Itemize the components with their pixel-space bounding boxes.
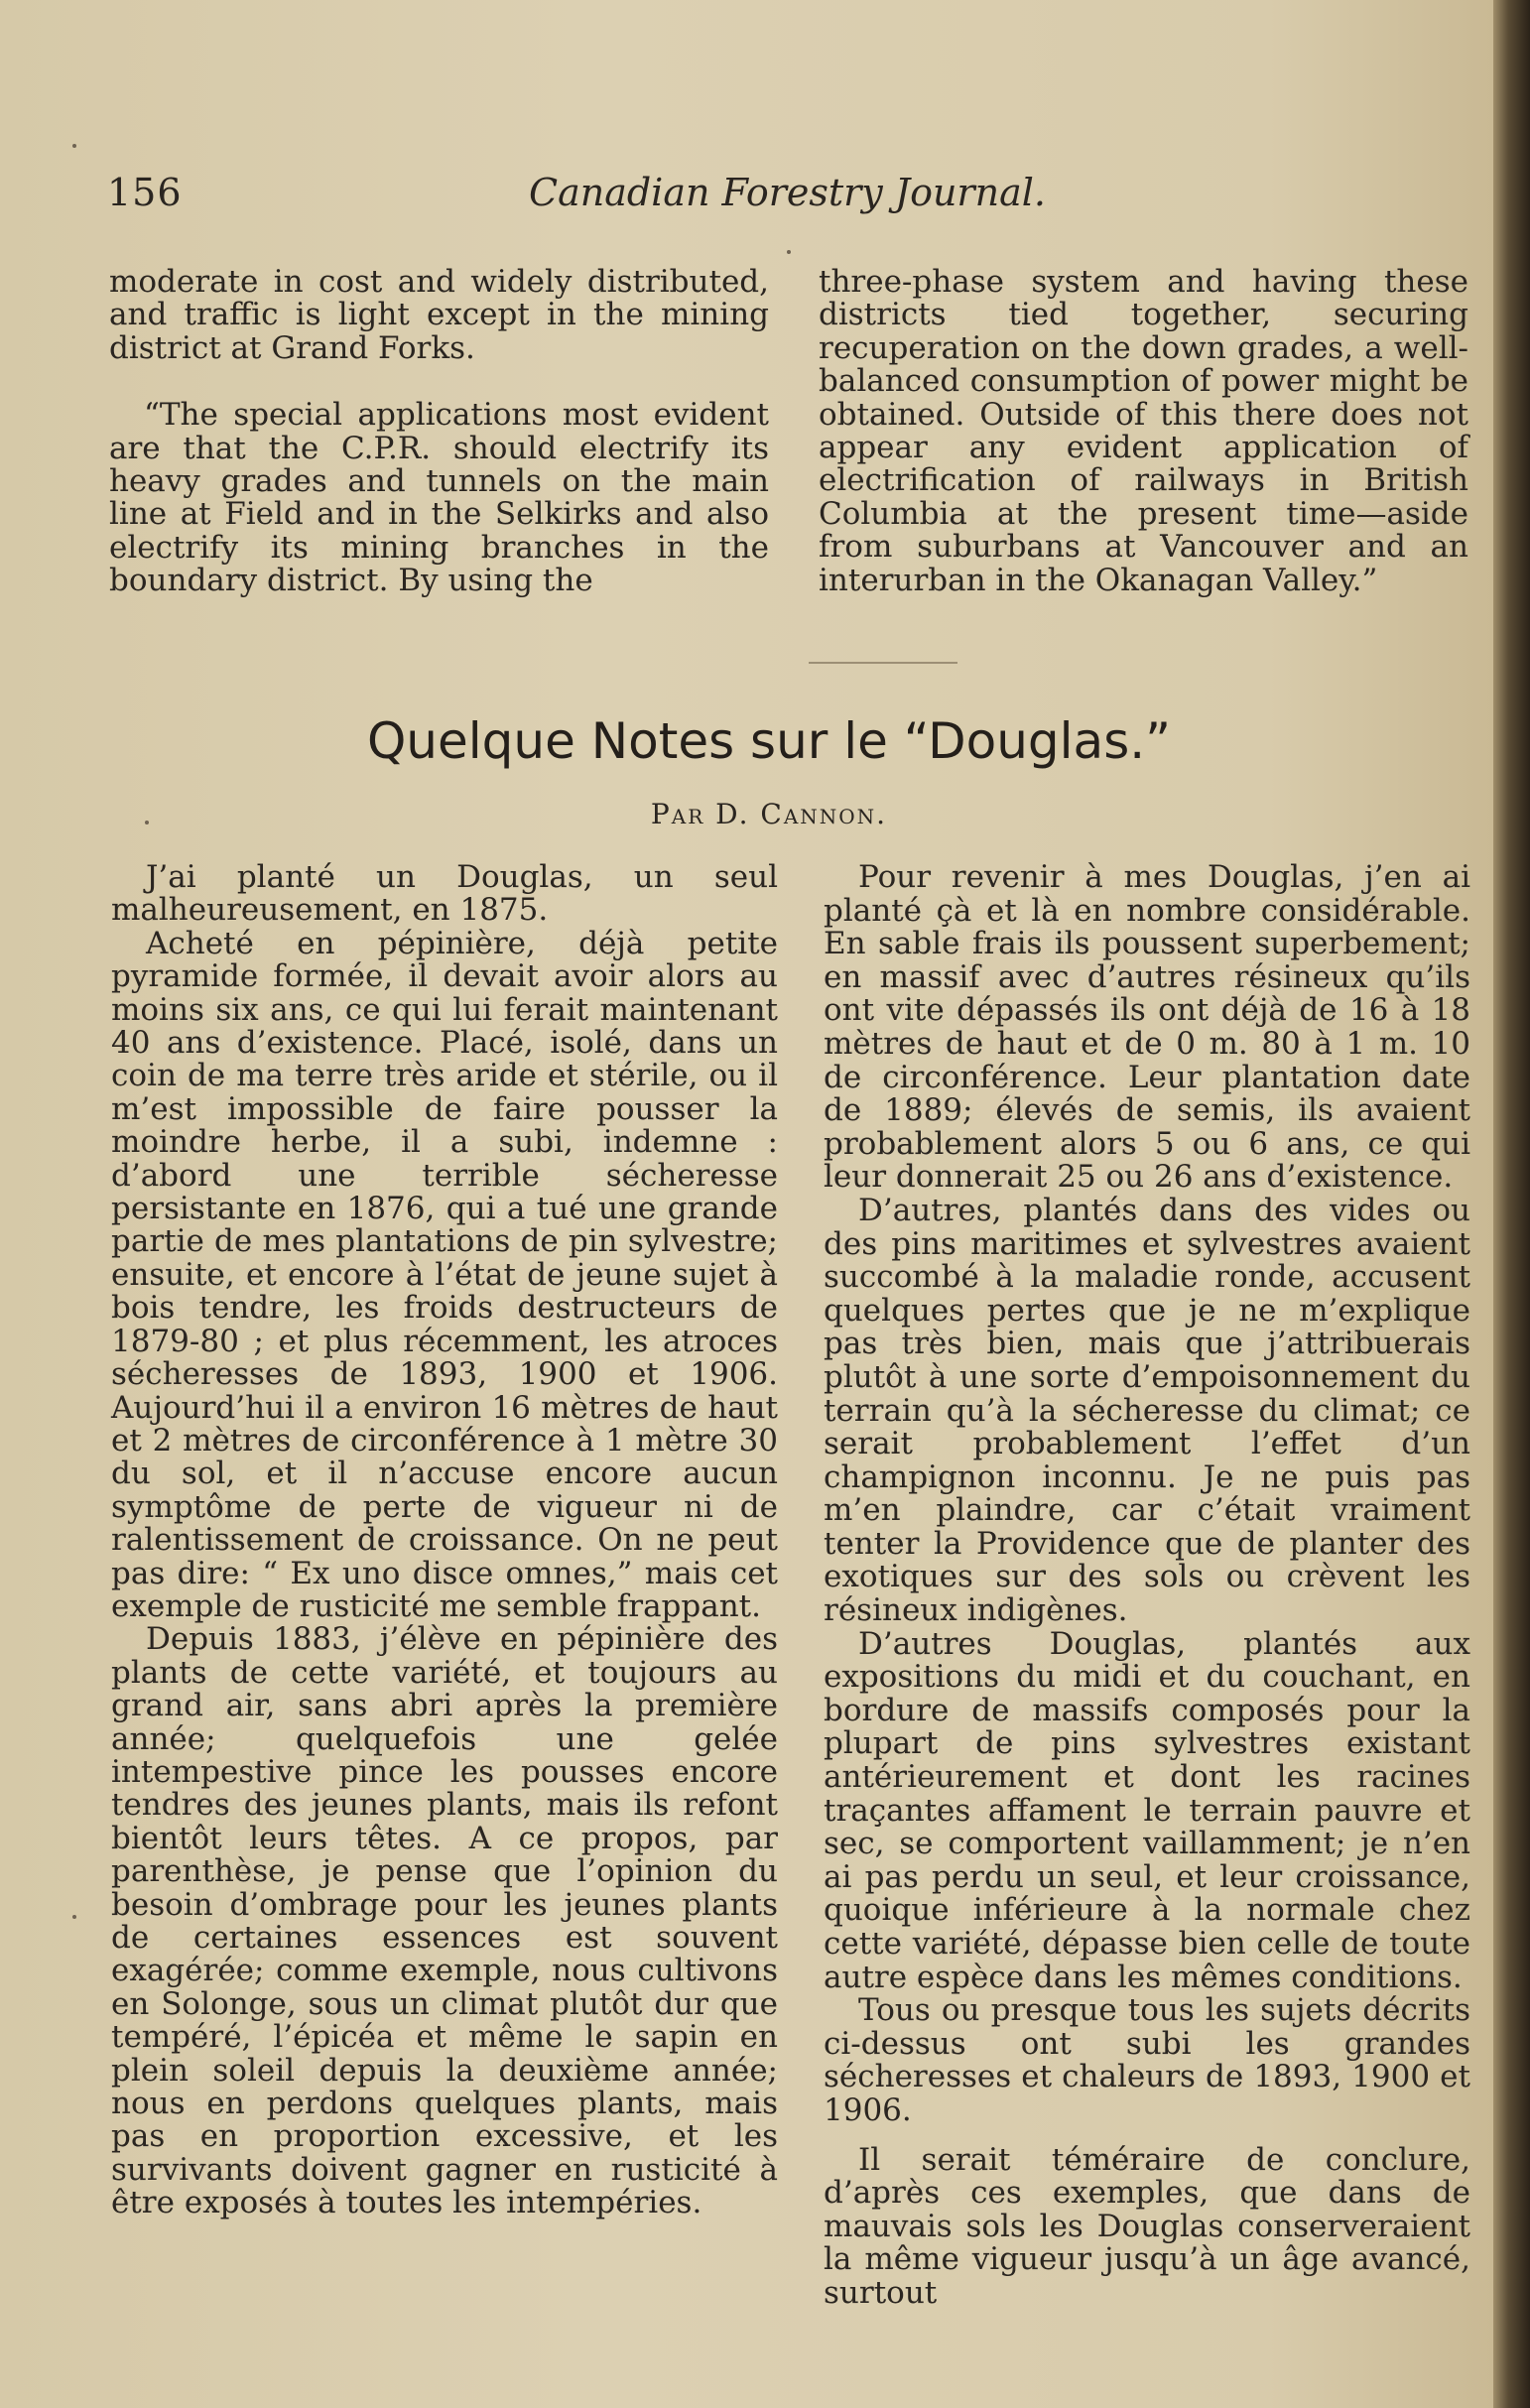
continued-article-right-column <box>819 266 1468 597</box>
paper-speck <box>72 144 76 148</box>
journal-title: Canadian Forestry Journal. <box>529 171 1046 214</box>
section-divider <box>809 662 957 664</box>
article-paragraph: Depuis 1883, j’élève en pépinière des plants de cette variété, et toujours au grand air, sans abri après la première année; quelquefois une gelée intempestive pince les pousses encore tendres des jeunes plants, mais ils refont bientôt leurs têtes. A ce propos, par parenthèse, je pense que l’opinion du besoin d’ombrage pour les jeunes plants de certaines essences est souvent exagérée; comme exemple, nous cultivons en Solonge, sous un climat plutôt dur que tempéré, l’épicéa et même le sapin en plein soleil depuis la deuxième année; nous en perdons quelques plants, mais pas en proportion excessive, et les survivants doivent gagner en rusticité à être exposés à toutes les intempéries. <box>111 1621 778 2221</box>
article-paragraph: Il serait téméraire de conclure, d’après ces exemples, que dans de mauvais sols les Douglas conserveraient la même vigueur jusqu’à un âge avancé, surtout <box>824 2141 1470 2311</box>
paper-speck <box>72 1915 76 1919</box>
article-paragraph: Acheté en pépinière, déjà petite pyramide formée, il devait avoir alors au moins six ans, ce qui lui ferait maintenant 40 ans d’existence. Placé, isolé, dans un coin de ma terre très aride et stérile, ou il m’est impossible de faire pousser la moindre herbe, il a subi, indemne : d’abord une terrible sécheresse persistante en 1876, qui a tué une grande partie de mes plantations de pin sylvestre; ensuite, et encore à l’état de jeune sujet à bois tendre, les froids destructeurs de 1879-80 ; et plus récemment, les atroces sécheresses de 1893, 1900 et 1906. Aujourd’hui il a environ 16 mètres de haut et 2 mètres de circonférence à 1 mètre 30 du sol, et il n’accuse encore aucun symptôme de perte de vigueur ni de ralentissement de croissance. On ne peut pas dire: “ Ex uno disce omnes,” mais cet exemple de rusticité me semble frappant. <box>111 925 778 1624</box>
continued-paragraph: “The special applications most evident are that the C.P.R. should electrify its heavy grades and tunnels on the main line at Field and in the Selkirks and also electrify its mining branches in the boundary district. By using the <box>109 397 769 599</box>
article-right-column <box>824 861 1470 2311</box>
continued-paragraph: three-phase system and having these districts tied together, securing recuperation on the down grades, a well-balanced consumption of power might be obtained. Outside of this there does not appear any evident application of electrification of railways in British Columbia at the present time—aside from suburbans at Vancouver and an interurban in the Okanagan Valley.” <box>819 264 1468 598</box>
article-paragraph: Tous ou presque tous les sujets décrits ci-dessus ont subi les grandes sécheresses et chaleurs de 1893, 1900 et 1906. <box>824 1992 1470 2128</box>
article-paragraph: D’autres Douglas, plantés aux expositions du midi et du couchant, en bordure de massifs composés pour la plupart de pins sylvestres existant antérieurement et dont les racines traçantes affament le terrain pauvre et sec, se comportent vaillamment; je n’en ai pas perdu un seul, et leur croissance, quoique inférieure à la normale chez cette variété, dépasse bien celle de toute autre espèce dans les mêmes conditions. <box>824 1625 1470 1995</box>
article-left-column <box>111 861 778 2220</box>
article-paragraph: Pour revenir à mes Douglas, j’en ai planté çà et là en nombre considérable. En sable frais ils poussent superbement; en massif avec d’autres résineux qu’ils ont vite dépassés ils ont déjà de 16 à 18 mètres de haut et de 0 m. 80 à 1 m. 10 de circonférence. Leur plantation date de 1889; élevés de semis, ils avaient probablement alors 5 ou 6 ans, ce qui leur donnerait 25 ou 26 ans d’existence. <box>824 859 1470 1196</box>
paper-speck <box>787 250 791 254</box>
article-byline: Par D. Cannon. <box>650 798 888 830</box>
article-title: Quelque Notes sur le “Douglas.” <box>366 712 1172 770</box>
paper-speck <box>145 821 149 824</box>
article-paragraph: J’ai planté un Douglas, un seul malheureusement, en 1875. <box>111 859 778 929</box>
book-spine-shadow <box>1493 0 1530 2408</box>
continued-article-left-column <box>109 266 769 598</box>
article-paragraph: D’autres, plantés dans des vides ou des pins maritimes et sylvestres avaient succombé à la maladie ronde, accusent quelques pertes que je ne m’explique pas très bien, mais que j’attribuerais plutôt à une sorte d’empoisonnement du terrain qu’à la sécheresse du climat; ce serait probablement l’effet d’un champignon inconnu. Je ne puis pas m’en plaindre, car c’était vraiment tenter la Providence que de planter des exotiques sur des sols ou crèvent les résineux indigènes. <box>824 1192 1470 1629</box>
page-number: 156 <box>107 171 183 214</box>
page-header <box>107 171 1060 230</box>
continued-paragraph: moderate in cost and widely distributed, and traffic is light except in the mining district at Grand Forks. <box>109 264 769 366</box>
